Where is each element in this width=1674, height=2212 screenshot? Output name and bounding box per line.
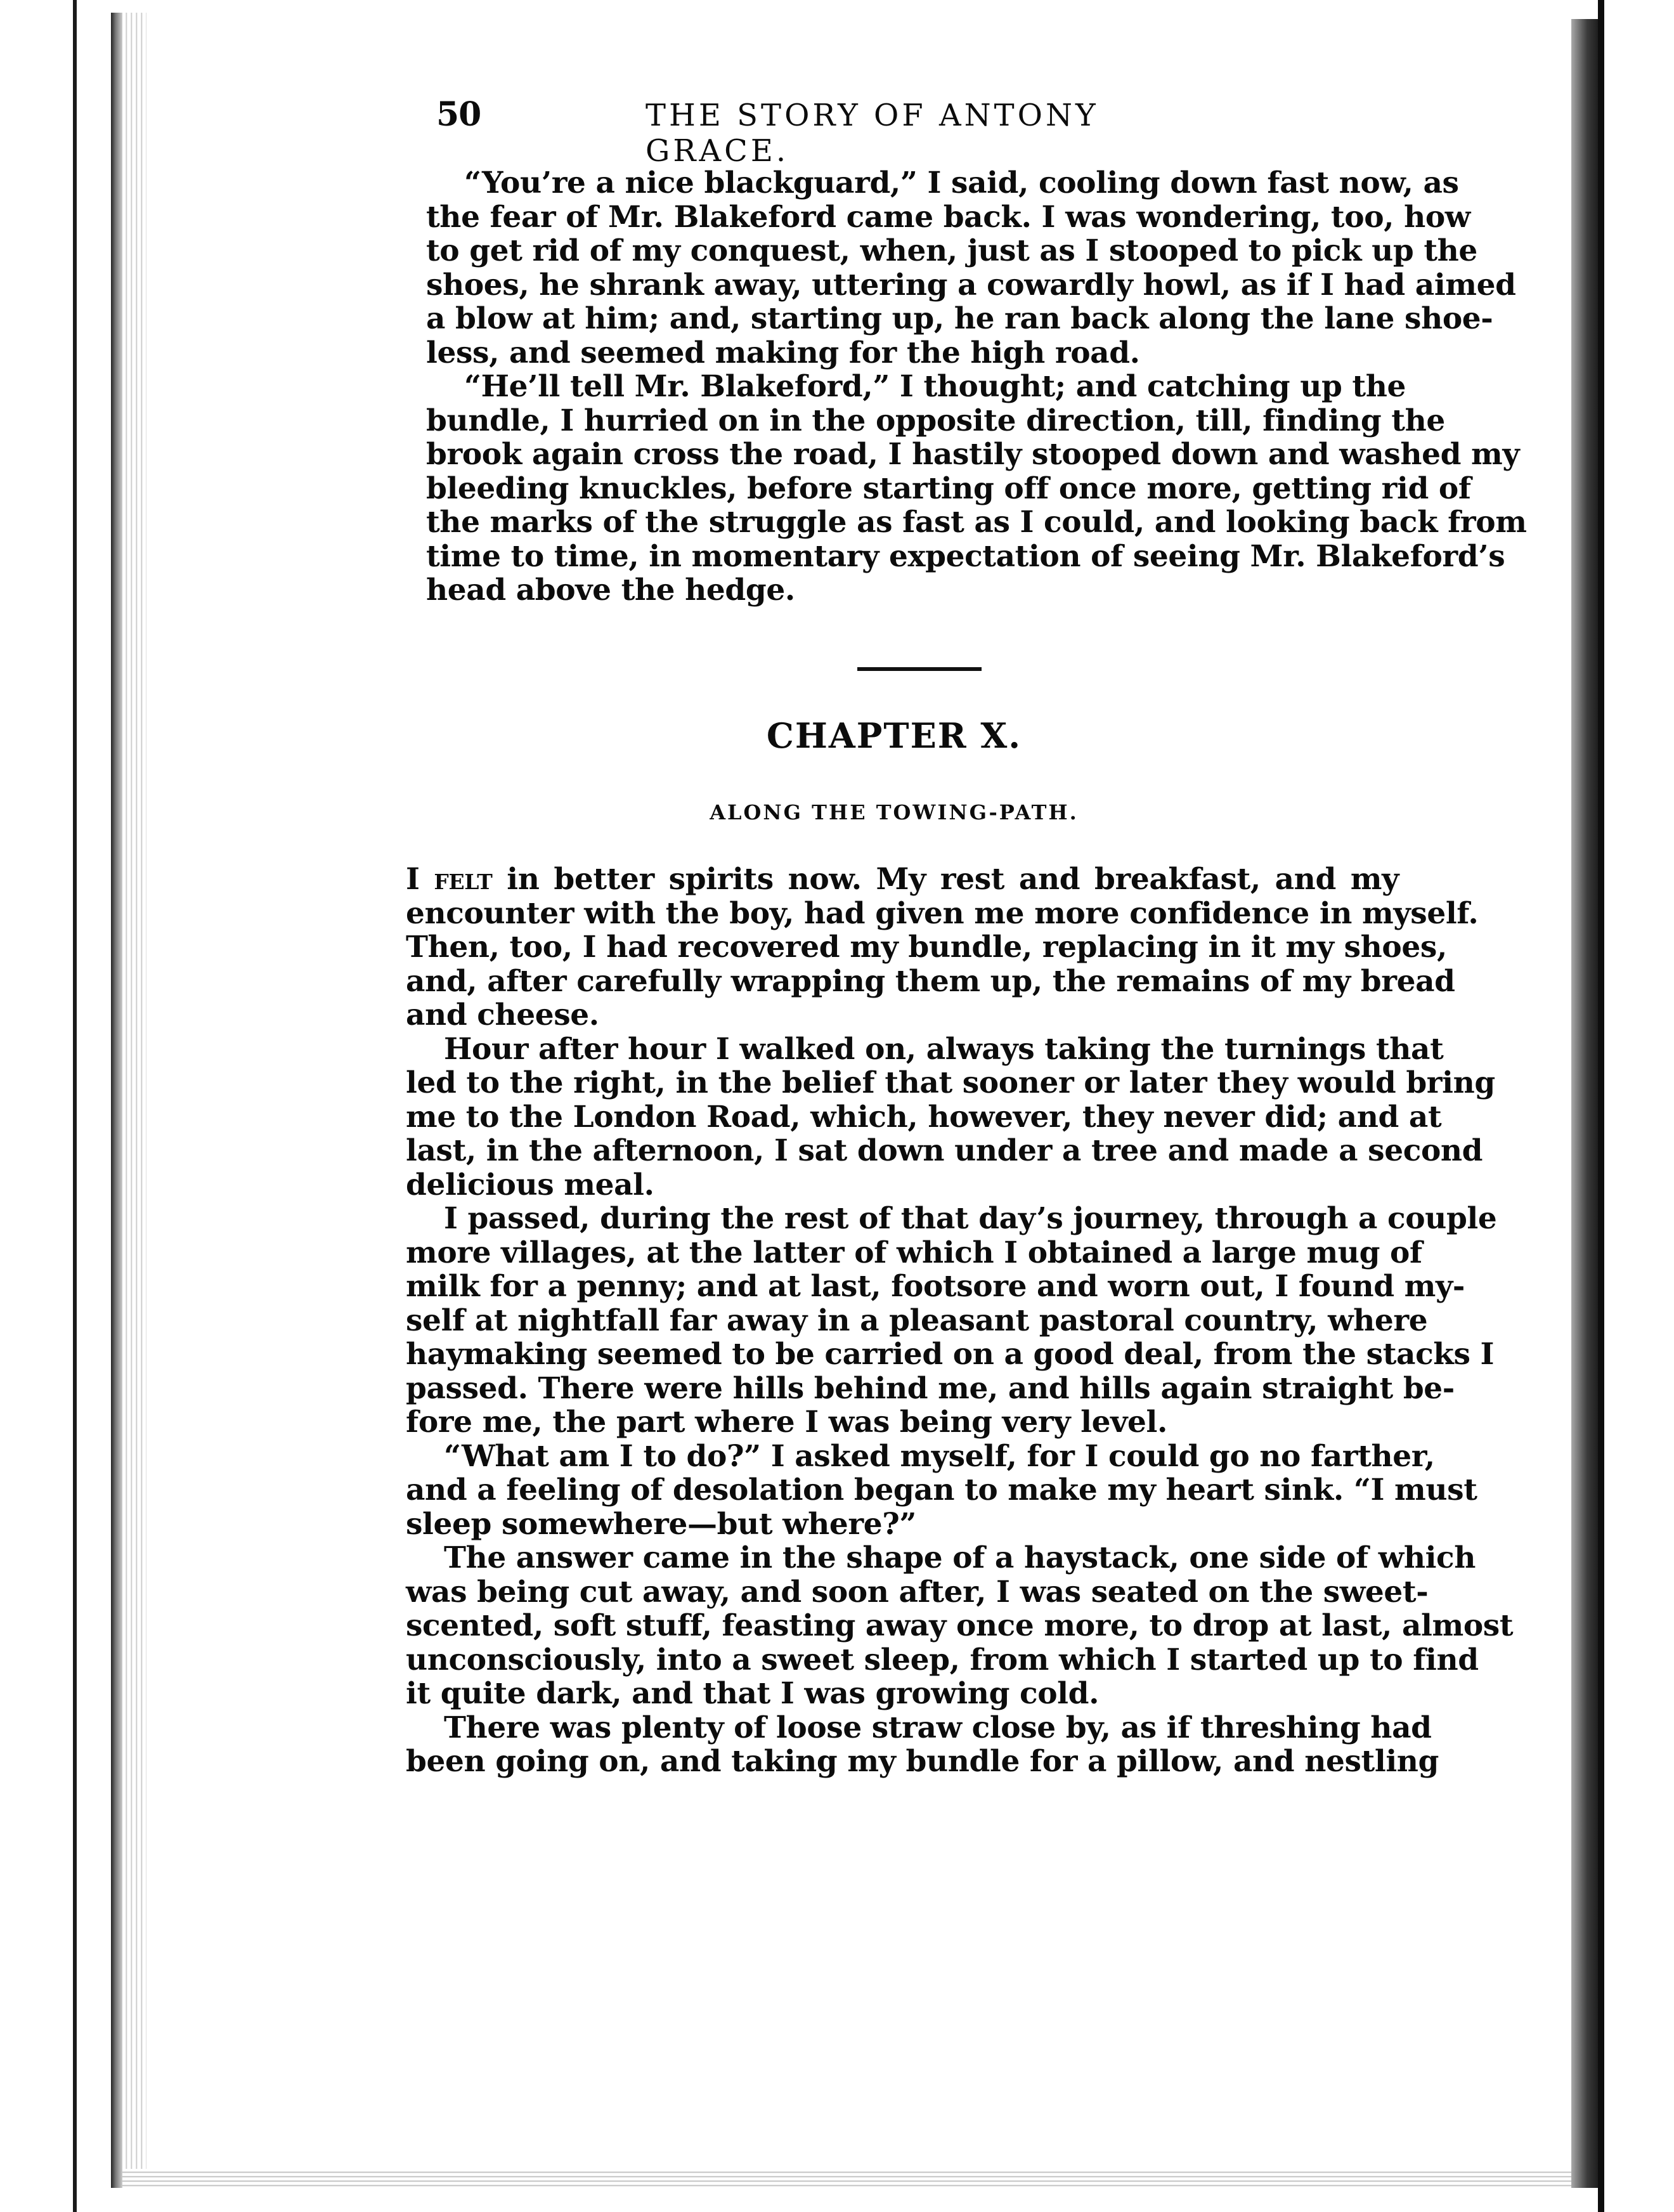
text-line: “He’ll tell Mr. Blakeford,” I thought; and catching up the bbox=[464, 369, 1406, 404]
text-line: The answer came in the shape of a haystack, one side of which bbox=[444, 1540, 1476, 1575]
paragraph bbox=[426, 166, 1516, 370]
text-line: bundle, I hurried on in the opposite direction, till, finding the bbox=[426, 403, 1445, 438]
text-line: Then, too, I had recovered my bundle, replacing in it my shoes, bbox=[406, 930, 1447, 965]
text-line: “What am I to do?” I asked myself, for I could go no farther, bbox=[444, 1438, 1435, 1474]
text-block-chapter bbox=[406, 862, 1514, 1779]
text-run: in better spirits now. My rest and breakfast, and my bbox=[492, 862, 1399, 897]
text-line: There was plenty of loose straw close by, as if threshing had bbox=[444, 1710, 1432, 1745]
page-number: 50 bbox=[436, 95, 481, 134]
right-cover-border bbox=[1598, 0, 1604, 2212]
text-line: passed. There were hills behind me, and hills again straight be- bbox=[406, 1370, 1455, 1406]
paragraph bbox=[406, 862, 1479, 1032]
paragraph bbox=[406, 1031, 1495, 1202]
text-line: unconsciously, into a sweet sleep, from which I started up to find bbox=[406, 1642, 1479, 1677]
running-header bbox=[436, 95, 1235, 169]
text-line: and a feeling of desolation began to make my heart sink. “I must bbox=[406, 1473, 1477, 1507]
text-line: a blow at him; and, starting up, he ran back along the lane shoe- bbox=[426, 301, 1493, 336]
chapter-subtitle: ALONG THE TOWING-PATH. bbox=[710, 800, 1079, 824]
binding-edge bbox=[73, 0, 77, 2212]
text-line bbox=[406, 862, 1399, 897]
text-line: Hour after hour I walked on, always taking the turnings that bbox=[444, 1031, 1444, 1067]
paragraph bbox=[406, 1710, 1439, 1779]
running-title: THE STORY OF ANTONY GRACE. bbox=[646, 98, 1099, 169]
text-line: milk for a penny; and at last, footsore and worn out, I found my- bbox=[406, 1269, 1465, 1304]
text-line: the fear of Mr. Blakeford came back. I was wondering, too, how bbox=[426, 199, 1470, 235]
page-bottom-edge bbox=[122, 2169, 1581, 2188]
text-line: led to the right, in the belief that sooner or later they would bring bbox=[406, 1065, 1495, 1100]
text-line: scented, soft stuff, feasting away once more, to drop at last, almost bbox=[406, 1608, 1514, 1643]
text-line: “You’re a nice blackguard,” I said, cooling down fast now, as bbox=[464, 166, 1459, 200]
chapter-opening-words: I felt bbox=[406, 862, 493, 897]
text-line: fore me, the part where I was being very level. bbox=[406, 1405, 1167, 1440]
text-line: head above the hedge. bbox=[426, 573, 795, 608]
text-line: encounter with the boy, had given me more confidence in myself. bbox=[406, 895, 1479, 931]
right-cover-edge bbox=[1571, 19, 1598, 2188]
text-line: and cheese. bbox=[406, 998, 599, 1032]
text-line: bleeding knuckles, before starting off once more, getting rid of bbox=[426, 471, 1471, 506]
page-stack-edge bbox=[122, 13, 146, 2188]
text-line: the marks of the struggle as fast as I could, and looking back from bbox=[426, 505, 1527, 540]
paragraph bbox=[406, 1438, 1477, 1542]
text-line: brook again cross the road, I hastily stooped down and washed my bbox=[426, 437, 1520, 472]
text-line: time to time, in momentary expectation of seeing Mr. Blakeford’s bbox=[426, 538, 1505, 574]
text-line: been going on, and taking my bundle for a pillow, and nestling bbox=[406, 1744, 1439, 1779]
paragraph bbox=[406, 1201, 1497, 1440]
text-line: less, and seemed making for the high road. bbox=[426, 335, 1140, 370]
text-line: last, in the afternoon, I sat down under a tree and made a second bbox=[406, 1133, 1483, 1168]
paragraph bbox=[426, 369, 1527, 608]
binding-area bbox=[0, 0, 73, 2212]
text-line: I passed, during the rest of that day’s journey, through a couple bbox=[444, 1201, 1497, 1236]
text-line: self at nightfall far away in a pleasant pastoral country, where bbox=[406, 1303, 1428, 1338]
text-line: shoes, he shrank away, uttering a cowardly howl, as if I had aimed bbox=[426, 267, 1516, 303]
text-line: delicious meal. bbox=[406, 1167, 654, 1202]
paragraph bbox=[406, 1540, 1514, 1711]
text-line: was being cut away, and soon after, I was seated on the sweet- bbox=[406, 1574, 1429, 1610]
text-line: and, after carefully wrapping them up, the remains of my bread bbox=[406, 963, 1455, 999]
text-line: sleep somewhere—but where?” bbox=[406, 1506, 917, 1542]
text-line: it quite dark, and that I was growing cold. bbox=[406, 1676, 1100, 1711]
text-line: haymaking seemed to be carried on a good deal, from the stacks I bbox=[406, 1337, 1495, 1372]
section-divider bbox=[857, 667, 982, 671]
gutter-shadow bbox=[111, 13, 122, 2188]
text-line: more villages, at the latter of which I obtained a large mug of bbox=[406, 1235, 1422, 1270]
chapter-title: CHAPTER X. bbox=[766, 715, 1022, 756]
text-line: to get rid of my conquest, when, just as I stooped to pick up the bbox=[426, 233, 1477, 268]
text-block-top bbox=[426, 166, 1527, 608]
text-line: me to the London Road, which, however, they never did; and at bbox=[406, 1099, 1442, 1135]
